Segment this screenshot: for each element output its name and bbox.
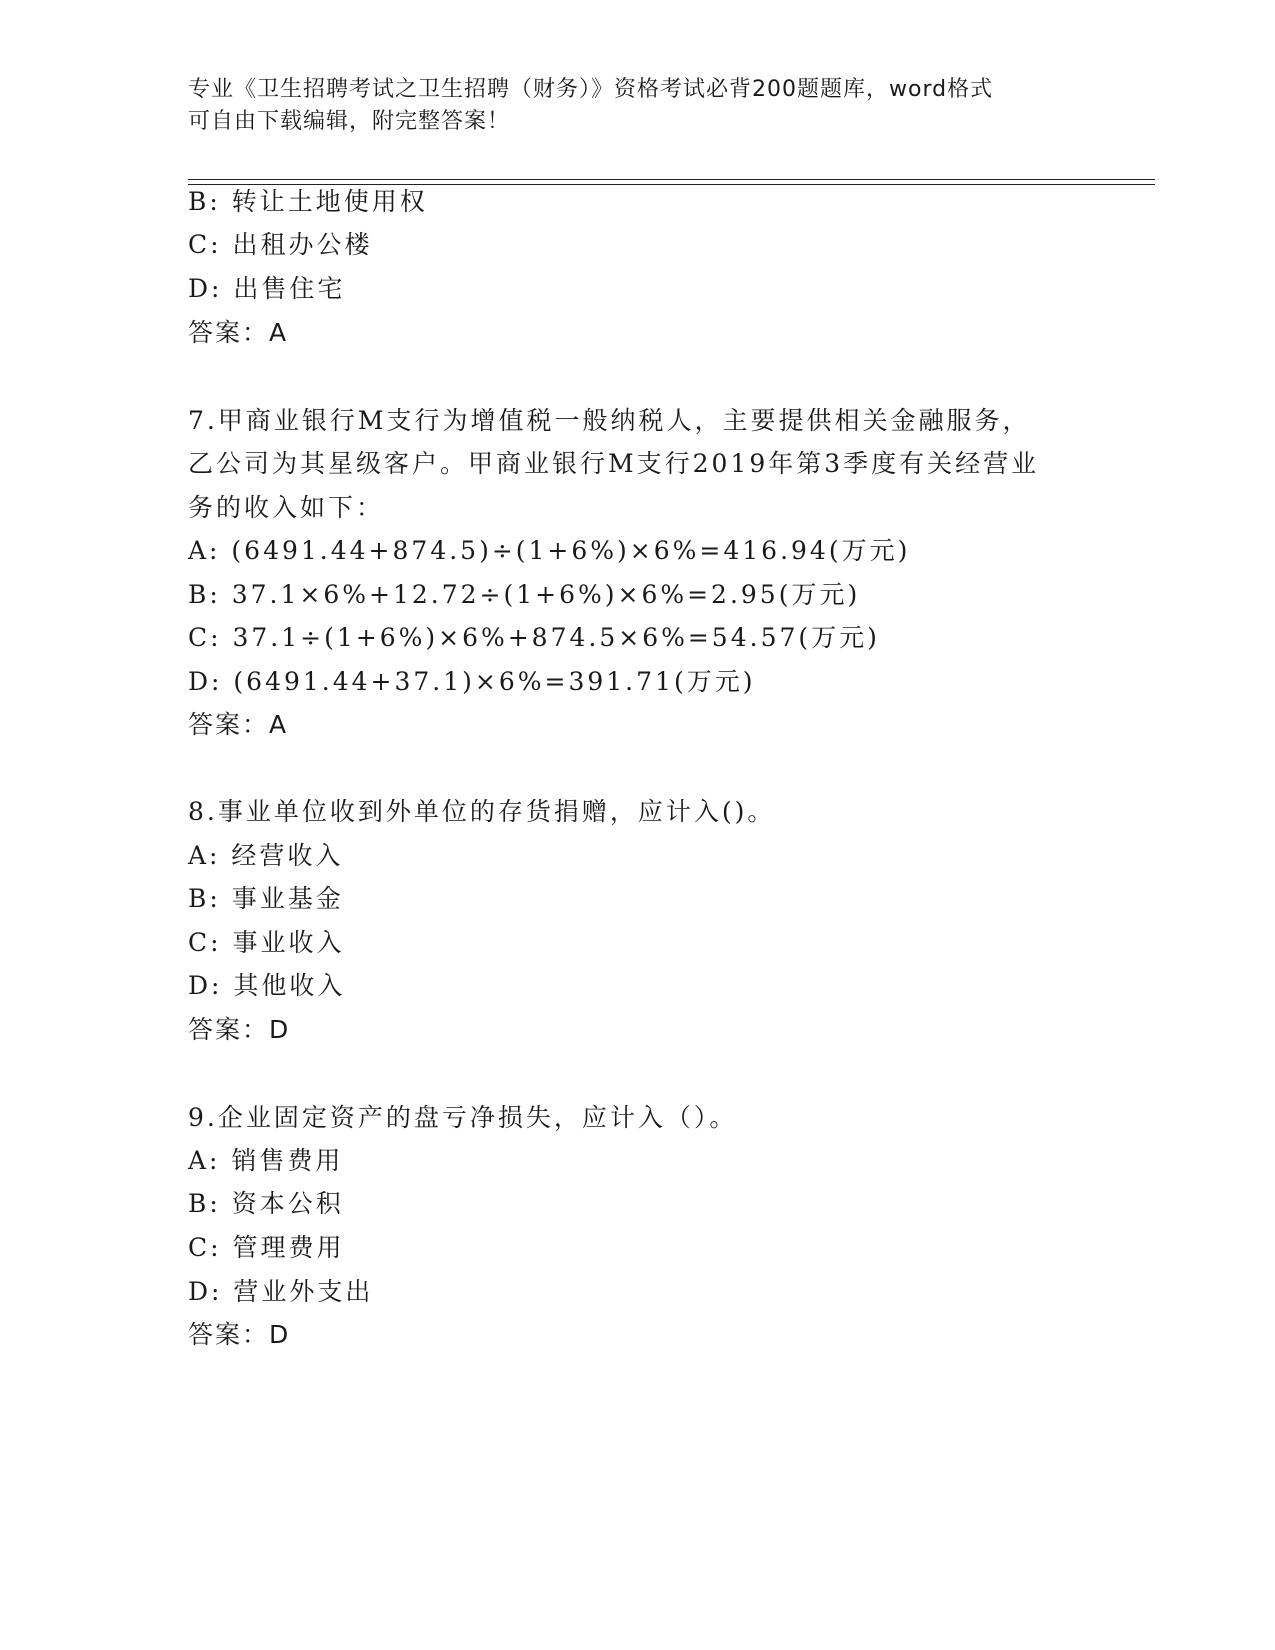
header-title-line-2: 可自由下载编辑，附完整答案！ <box>188 109 511 134</box>
q9-option-b: B: 资本公积 <box>188 1189 344 1218</box>
q7-stem-line-2: 乙公司为其星级客户。甲商业银行M支行2019年第3季度有关经营业 <box>188 449 1040 478</box>
q8-answer: 答案：D <box>188 1015 291 1044</box>
q8-option-a: A: 经营收入 <box>188 841 344 870</box>
header-title-line-1: 专业《卫生招聘考试之卫生招聘（财务）》资格考试必背200题题库，word格式 <box>188 77 994 102</box>
q8-option-c: C: 事业收入 <box>188 928 345 957</box>
q6-option-b: B: 转让土地使用权 <box>188 187 428 216</box>
q8-option-d: D: 其他收入 <box>188 971 346 1000</box>
q8-stem: 8.事业单位收到外单位的存货捐赠，应计入()。 <box>188 797 776 826</box>
q9-option-d: D: 营业外支出 <box>188 1277 374 1306</box>
q7-stem-line-3: 务的收入如下： <box>188 493 385 522</box>
document-header <box>188 74 1068 138</box>
q6-option-d: D: 出售住宅 <box>188 274 346 303</box>
q6-option-c: C: 出租办公楼 <box>188 230 373 259</box>
q9-answer: 答案：D <box>188 1320 291 1349</box>
q8-option-b: B: 事业基金 <box>188 884 344 913</box>
q7-option-a: A: (6491.44+874.5)÷(1+6%)×6%=416.94(万元) <box>188 536 911 565</box>
header-divider-top <box>188 179 1155 180</box>
q7-stem-line-1: 7.甲商业银行M支行为增值税一般纳税人，主要提供相关金融服务， <box>188 406 1031 435</box>
q7-option-b: B: 37.1×6%+12.72÷(1+6%)×6%=2.95(万元) <box>188 580 861 609</box>
q6-answer: 答案：A <box>188 318 289 347</box>
q9-option-a: A: 销售费用 <box>188 1146 344 1175</box>
q7-answer: 答案：A <box>188 710 289 739</box>
q7-option-d: D: (6491.44+37.1)×6%=391.71(万元) <box>188 667 756 696</box>
q9-option-c: C: 管理费用 <box>188 1233 345 1262</box>
q9-stem: 9.企业固定资产的盘亏净损失，应计入（）。 <box>188 1103 738 1132</box>
q7-option-c: C: 37.1÷(1+6%)×6%+874.5×6%=54.57(万元) <box>188 623 880 652</box>
